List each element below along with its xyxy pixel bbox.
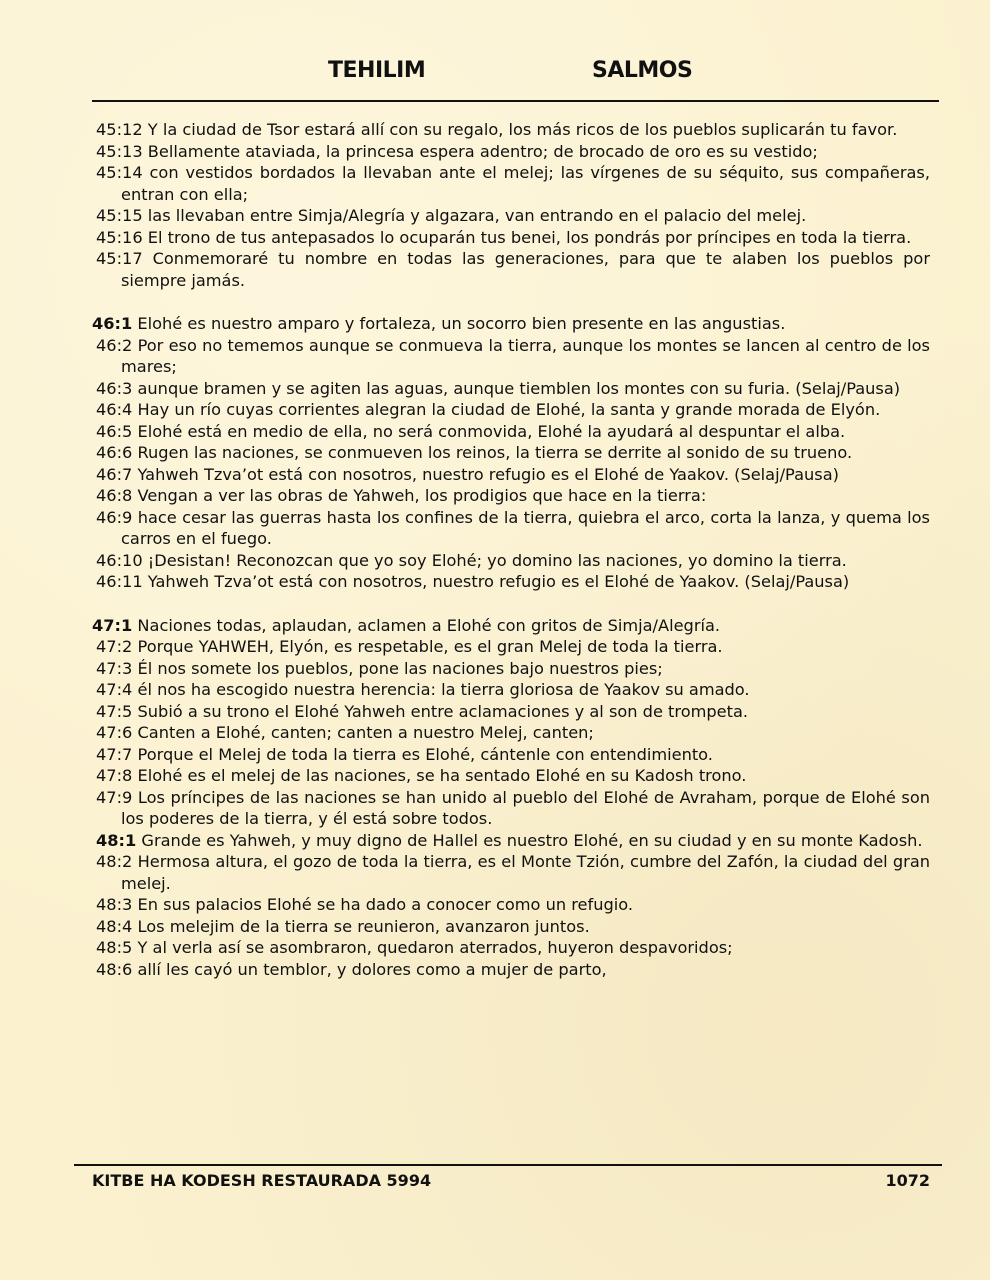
verse xyxy=(96,744,930,766)
verse-ref: 45:16 xyxy=(96,227,143,247)
verse-text: Yahweh Tzva’ot está con nosotros, nuestro refugio es el Elohé de Yaakov. (Selaj/Pausa) xyxy=(132,464,839,484)
verse xyxy=(96,335,930,378)
verse-text: Por eso no tememos aunque se conmueva la tierra, aunque los montes se lancen al centro de los mares; xyxy=(121,335,930,376)
footer-divider xyxy=(74,1164,942,1166)
verse-ref: 46:2 xyxy=(96,335,133,355)
verse xyxy=(96,937,930,959)
verse-ref: 47:5 xyxy=(96,701,133,721)
chapter-gap xyxy=(96,291,930,313)
verse xyxy=(96,959,930,981)
verse-ref: 46:8 xyxy=(96,486,133,505)
verse-text: con vestidos bordados la llevaban ante el melej; las vírgenes de su séquito, sus compañeras, entran con ella; xyxy=(121,163,930,204)
verse xyxy=(96,851,930,894)
chapter-start-verse xyxy=(96,830,930,852)
verse-ref: 47:6 xyxy=(96,723,133,742)
verse-ref: 47:8 xyxy=(96,766,133,785)
chapter-start-verse xyxy=(92,313,930,335)
verse-text: Elohé es el melej de las naciones, se ha sentado Elohé en su Kadosh trono. xyxy=(132,766,747,785)
verse-text: Elohé es nuestro amparo y fortaleza, un socorro bien presente en las angustias. xyxy=(132,314,786,333)
verse-ref: 46:5 xyxy=(96,421,133,441)
verse-text: Y al verla así se asombraron, quedaron aterrados, huyeron despavoridos; xyxy=(132,938,733,957)
verse-ref: 46:11 xyxy=(96,572,143,591)
verse-text: Elohé está en medio de ella, no será conmovida, Elohé la ayudará al despuntar el alba. xyxy=(132,421,846,441)
header-title-spanish: SALMOS xyxy=(592,58,693,83)
verse xyxy=(96,701,930,723)
verse-ref: 46:1 xyxy=(92,314,133,333)
verse-ref: 48:6 xyxy=(96,959,133,979)
verse xyxy=(96,141,930,163)
verse xyxy=(96,679,930,701)
verse xyxy=(96,442,930,464)
verse-text: ¡Desistan! Reconozcan que yo soy Elohé; yo domino las naciones, yo domino la tierra. xyxy=(142,550,847,570)
verse-ref: 48:5 xyxy=(96,938,133,957)
verse-text: El trono de tus antepasados lo ocuparán tus benei, los pondrás por príncipes en toda la tierra. xyxy=(142,227,912,247)
verse-ref: 47:2 xyxy=(96,637,133,656)
verse xyxy=(96,162,930,205)
verse-text: las llevaban entre Simja/Alegría y algazara, van entrando en el palacio del melej. xyxy=(142,206,807,225)
verse-text: Vengan a ver las obras de Yahweh, los prodigios que hace en la tierra: xyxy=(132,486,707,505)
verse-text: él nos ha escogido nuestra herencia: la tierra gloriosa de Yaakov su amado. xyxy=(132,680,750,699)
verse-ref: 46:7 xyxy=(96,464,133,484)
verse-ref: 47:3 xyxy=(96,658,133,678)
verse xyxy=(96,205,930,227)
verse xyxy=(96,399,930,421)
verse xyxy=(96,248,930,291)
verse-ref: 47:9 xyxy=(96,787,133,807)
verse xyxy=(96,550,930,572)
verse-text: Hermosa altura, el gozo de toda la tierra, es el Monte Tzión, cumbre del Zafón, la ciudad del gran melej. xyxy=(121,852,930,893)
verse xyxy=(96,571,930,593)
verse-text: Los príncipes de las naciones se han unido al pueblo del Elohé de Avraham, porque de Elohé son los poderes de la tierra, y él está sobre todos. xyxy=(121,787,930,828)
verse-ref: 47:7 xyxy=(96,744,133,764)
verse-ref: 45:15 xyxy=(96,206,143,225)
verse-text: Porque YAHWEH, Elyón, es respetable, es el gran Melej de toda la tierra. xyxy=(132,637,723,656)
verse xyxy=(96,636,930,658)
verse-text: Canten a Elohé, canten; canten a nuestro Melej, canten; xyxy=(132,723,594,742)
verse-ref: 48:4 xyxy=(96,916,133,936)
verse xyxy=(96,378,930,400)
verse-text: En sus palacios Elohé se ha dado a conocer como un refugio. xyxy=(132,895,634,914)
verse xyxy=(96,507,930,550)
verse-text: Hay un río cuyas corrientes alegran la ciudad de Elohé, la santa y grande morada de Elyón. xyxy=(132,400,881,419)
verse-ref: 45:12 xyxy=(96,120,143,139)
verse-text: Él nos somete los pueblos, pone las naciones bajo nuestros pies; xyxy=(132,658,663,678)
verse-ref: 45:17 xyxy=(96,249,143,268)
header-title-hebrew: TEHILIM xyxy=(328,58,426,83)
verse xyxy=(96,119,930,141)
page-number: 1072 xyxy=(885,1171,930,1190)
verse-ref: 48:3 xyxy=(96,895,133,914)
verse-text: Conmemoraré tu nombre en todas las generaciones, para que te alaben los pueblos por siempre jamás. xyxy=(121,249,930,290)
header-divider xyxy=(92,100,939,102)
verse-text: allí les cayó un temblor, y dolores como a mujer de parto, xyxy=(132,959,607,979)
verse-text: Rugen las naciones, se conmueven los reinos, la tierra se derrite al sonido de su trueno. xyxy=(132,443,853,462)
verse-ref: 45:13 xyxy=(96,141,143,161)
verse-ref: 48:1 xyxy=(96,830,137,850)
verse-text: Y la ciudad de Tsor estará allí con su regalo, los más ricos de los pueblos suplicarán tu favor. xyxy=(142,120,898,139)
chapter-start-verse xyxy=(92,615,930,637)
verse-ref: 46:4 xyxy=(96,400,133,419)
verse-text: Yahweh Tzva’ot está con nosotros, nuestro refugio es el Elohé de Yaakov. (Selaj/Pausa) xyxy=(142,572,850,591)
verse-ref: 46:6 xyxy=(96,443,133,462)
verse-ref: 45:14 xyxy=(96,163,143,182)
verse xyxy=(96,227,930,249)
verse-text: hace cesar las guerras hasta los confines de la tierra, quiebra el arco, corta la lanza, y quema los carros en el fuego. xyxy=(121,507,930,548)
footer-book-title: KITBE HA KODESH RESTAURADA 5994 xyxy=(92,1171,432,1190)
verse-text: Grande es Yahweh, y muy digno de Hallel es nuestro Elohé, en su ciudad y en su monte Kadosh. xyxy=(136,830,923,850)
verse xyxy=(96,485,930,507)
verse-ref: 46:9 xyxy=(96,507,133,527)
page-footer xyxy=(92,1171,930,1193)
verse-text: Porque el Melej de toda la tierra es Elohé, cántenle con entendimiento. xyxy=(132,744,713,764)
verse xyxy=(96,722,930,744)
page-header xyxy=(0,58,990,90)
verse xyxy=(96,658,930,680)
verse-ref: 46:10 xyxy=(96,550,143,570)
verse-text: Los melejim de la tierra se reunieron, avanzaron juntos. xyxy=(132,916,590,936)
verse xyxy=(96,421,930,443)
verse-text: Naciones todas, aplaudan, aclamen a Elohé con gritos de Simja/Alegría. xyxy=(132,615,721,635)
verse-list xyxy=(92,119,930,980)
chapter-gap xyxy=(96,593,930,615)
verse-ref: 47:4 xyxy=(96,680,133,699)
verse xyxy=(96,765,930,787)
verse xyxy=(96,916,930,938)
verse-ref: 47:1 xyxy=(92,615,133,635)
verse-ref: 46:3 xyxy=(96,378,133,398)
verse xyxy=(96,464,930,486)
verse xyxy=(96,787,930,830)
verse-ref: 48:2 xyxy=(96,852,133,871)
verse-text: Bellamente ataviada, la princesa espera adentro; de brocado de oro es su vestido; xyxy=(142,141,818,161)
verse xyxy=(96,894,930,916)
verse-text: Subió a su trono el Elohé Yahweh entre aclamaciones y al son de trompeta. xyxy=(132,701,749,721)
verse-text: aunque bramen y se agiten las aguas, aunque tiemblen los montes con su furia. (Selaj/Pausa) xyxy=(132,378,901,398)
